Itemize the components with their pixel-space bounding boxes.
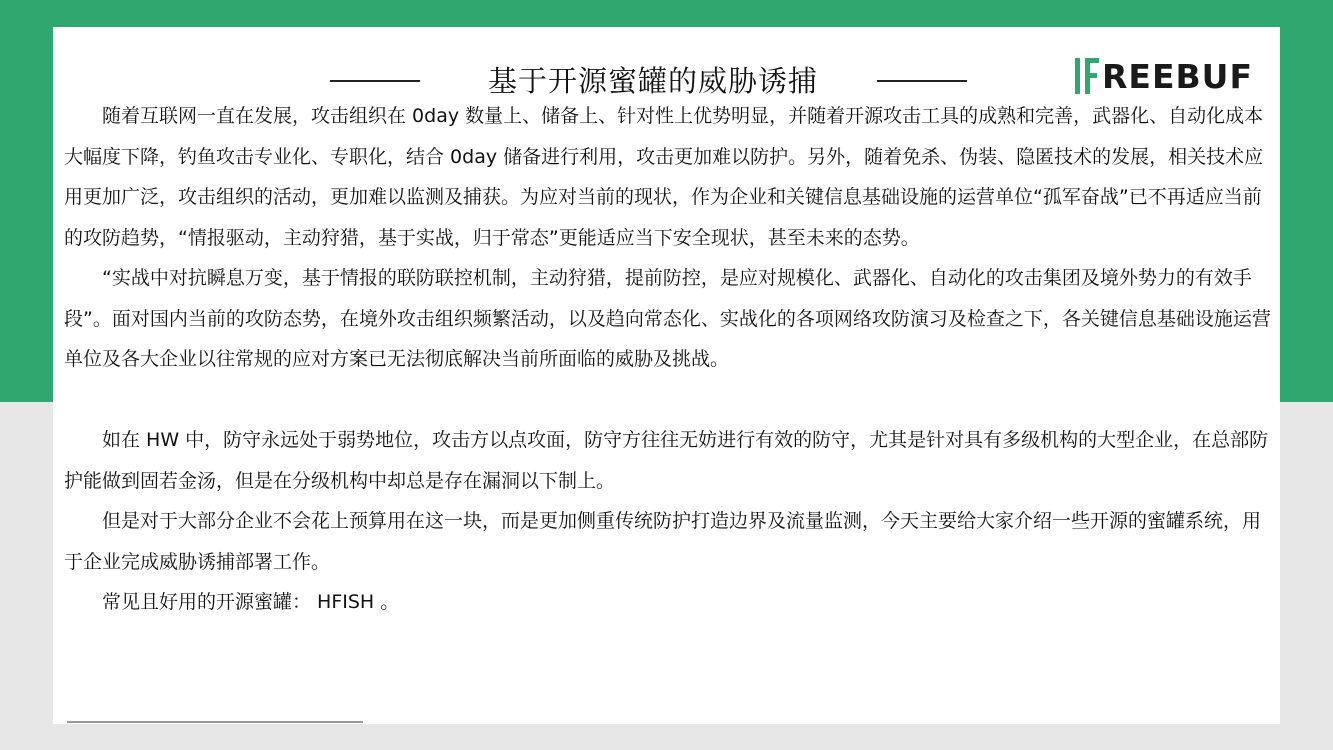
freebuf-logo: [1075, 58, 1255, 98]
logo-f-top-icon: [1085, 58, 1099, 63]
paragraph-2: “实战中对抗瞬息万变，基于情报的联防联控机制，主动狩猎，提前防控，是应对规模化、武器化、自动化的攻击集团及境外势力的有效手段”。面对国内当前的攻防态势，在境外攻击组织频繁活动，以及趋向常态化、实战化的各项网络攻防演习及检查之下，各关键信息基础设施运营单位及各大企业以往常规的应对方案已无法彻底解决当前所面临的威胁及挑战。: [64, 267, 1271, 370]
paragraph-4: 但是对于大部分企业不会花上预算用在这一块，而是更加侧重传统防护打造边界及流量监测，今天主要给大家介绍一些开源的蜜罐系统，用于企业完成威胁诱捕部署工作。: [64, 510, 1262, 573]
paragraph-spacer: [64, 380, 1272, 421]
logo-bar-icon: [1075, 58, 1080, 94]
paragraph-3: 如在 HW 中，防守永远处于弱势地位，攻击方以点攻面，防守方往往无妨进行有效的防守，尤其是针对具有多级机构的大型企业，在总部防护能做到固若金汤，但是在分级机构中却总是存在漏洞以下制上。: [64, 429, 1269, 492]
title-right-rule: [877, 80, 967, 82]
title-left-rule: [330, 80, 420, 82]
slide-body: [64, 96, 1272, 623]
slide-title: 基于开源蜜罐的威胁诱捕: [487, 64, 818, 98]
paragraph-1: 随着互联网一直在发展，攻击组织在 0day 数量上、储备上、针对性上优势明显，并随着开源攻击工具的成熟和完善，武器化、自动化成本大幅度下降，钓鱼攻击专业化、专职化，结合 0day 储备进行利用，攻击更加难以防护。另外，随着免杀、伪装、隐匿技术的发展，相关技术应用更加广泛，攻击组织的活动，更加难以监测及捕获。为应对当前的现状，作为企业和关键信息基础设施的运营单位“孤军奋战”已不再适应当前的攻防趋势，“情报驱动，主动狩猎，基于实战，归于常态”更能适应当下安全现状，甚至未来的态势。: [64, 105, 1264, 249]
footer-rule: [67, 721, 363, 723]
logo-f-mid-icon: [1085, 73, 1097, 78]
paragraph-5: 常见且好用的开源蜜罐： HFISH 。: [102, 591, 400, 613]
logo-text: REEBUF: [1102, 57, 1253, 96]
slide-canvas: [53, 27, 1280, 724]
